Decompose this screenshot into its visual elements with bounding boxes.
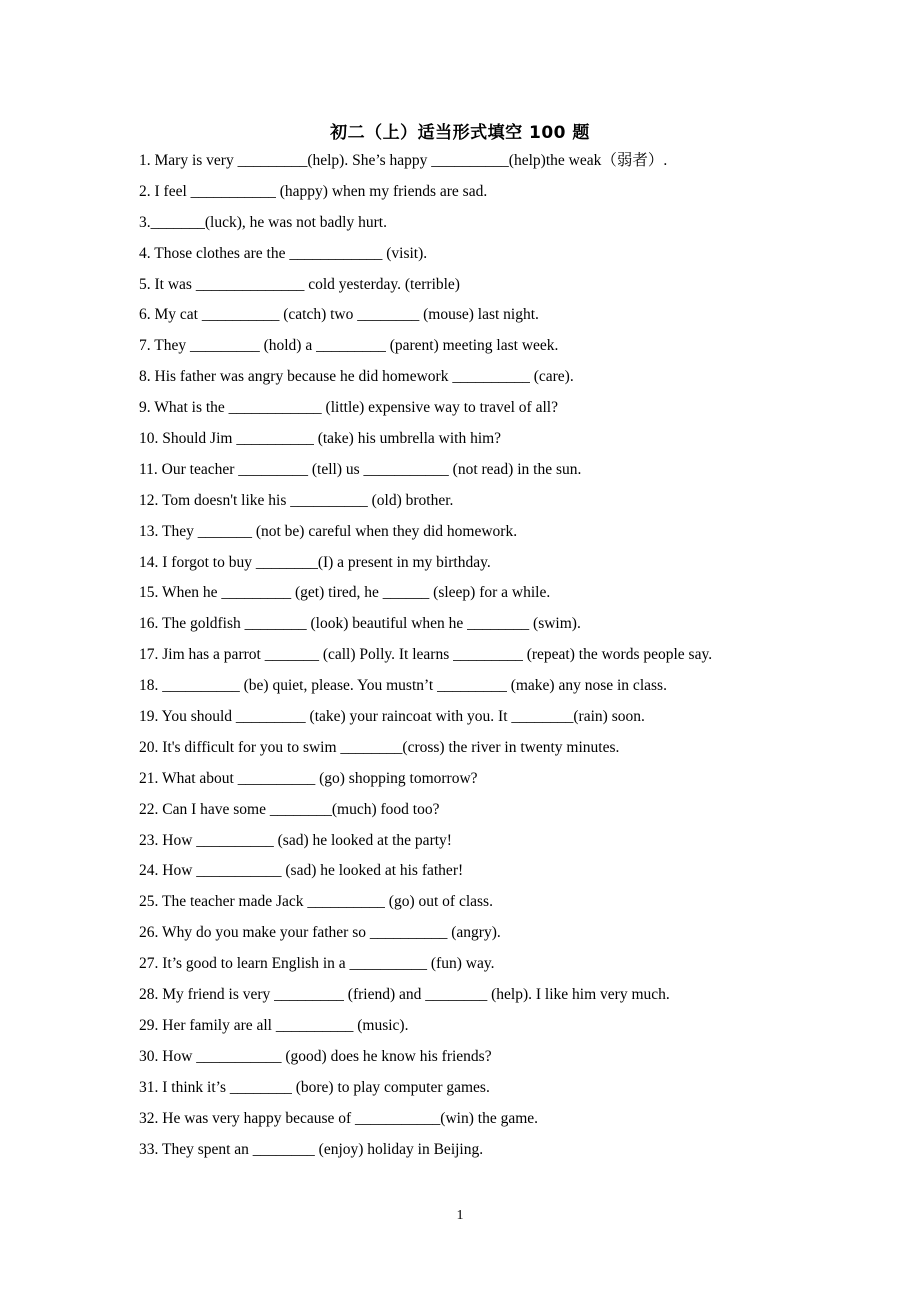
question-item: 31. I think it’s ________ (bore) to play computer games. [139,1078,490,1096]
question-item: 16. The goldfish ________ (look) beautiful when he ________ (swim). [139,615,581,633]
question-item: 25. The teacher made Jack __________ (go) out of class. [139,893,493,911]
question-item: 2. I feel ___________ (happy) when my friends are sad. [139,182,488,200]
question-item: 17. Jim has a parrot _______ (call) Polly. It learns _________ (repeat) the words people say. [139,646,713,664]
question-item: 7. They _________ (hold) a _________ (parent) meeting last week. [139,337,559,355]
page-number: 1 [456,1208,464,1223]
question-item: 5. It was ______________ cold yesterday. (terrible) [139,275,460,293]
question-item: 32. He was very happy because of ___________(win) the game. [139,1109,539,1127]
question-item: 8. His father was angry because he did homework __________ (care). [139,368,574,386]
question-item: 13. They _______ (not be) careful when they did homework. [139,522,518,540]
question-item: 10. Should Jim __________ (take) his umbrella with him? [139,430,502,448]
question-item: 11. Our teacher _________ (tell) us ___________ (not read) in the sun. [139,460,582,478]
question-item: 12. Tom doesn't like his __________ (old) brother. [139,491,454,509]
question-item: 1. Mary is very _________(help). She’s happy __________(help)the weak（弱者）. [139,152,668,169]
question-item: 29. Her family are all __________ (music). [139,1016,409,1034]
question-item: 21. What about __________ (go) shopping tomorrow? [139,769,478,787]
question-item: 27. It’s good to learn English in a __________ (fun) way. [139,955,495,973]
question-item: 33. They spent an ________ (enjoy) holiday in Beijing. [139,1140,484,1158]
question-item: 3._______(luck), he was not badly hurt. [139,213,387,231]
question-item: 18. __________ (be) quiet, please. You mustn’t _________ (make) any nose in class. [139,677,667,695]
question-item: 30. How ___________ (good) does he know his friends? [139,1047,492,1065]
question-item: 23. How __________ (sad) he looked at the party! [139,831,452,849]
question-item: 28. My friend is very _________ (friend) and ________ (help). I like him very much. [139,986,670,1004]
question-list [139,150,839,1169]
question-item: 24. How ___________ (sad) he looked at his father! [139,862,464,880]
question-item: 6. My cat __________ (catch) two ________ (mouse) last night. [139,306,539,324]
question-item: 22. Can I have some ________(much) food too? [139,800,440,818]
question-item: 14. I forgot to buy ________(I) a present in my birthday. [139,553,491,571]
question-item: 20. It's difficult for you to swim ________(cross) the river in twenty minutes. [139,738,620,756]
page-title: 初二（上）适当形式填空 100 题 [330,123,590,143]
question-item: 15. When he _________ (get) tired, he ______ (sleep) for a while. [139,584,551,602]
question-item: 4. Those clothes are the ____________ (visit). [139,244,428,262]
question-item: 9. What is the ____________ (little) expensive way to travel of all? [139,399,558,417]
question-item: 19. You should _________ (take) your raincoat with you. It ________(rain) soon. [139,708,645,726]
question-item: 26. Why do you make your father so __________ (angry). [139,924,501,942]
